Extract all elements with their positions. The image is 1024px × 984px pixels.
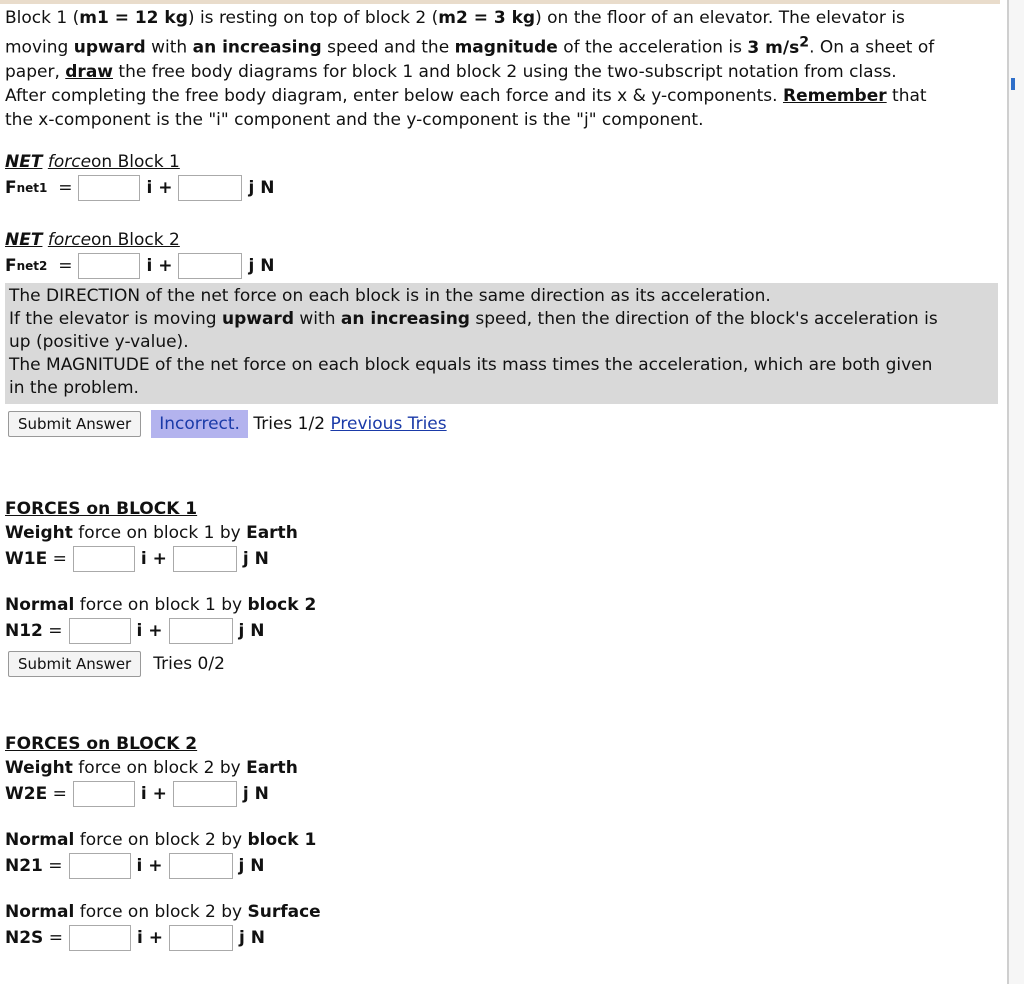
net-force-block1 (5, 150, 274, 202)
mass-block1: m1 = 12 kg (79, 8, 188, 28)
previous-tries-link[interactable]: Previous Tries (330, 414, 447, 434)
block1-heading (5, 497, 316, 521)
desc-text: force on block 2 by (74, 902, 248, 922)
tries-counter: Tries 1/2 (247, 414, 331, 434)
n2s-x-input[interactable] (69, 925, 131, 951)
desc-bold: Normal (5, 830, 75, 850)
desc-bold: Earth (246, 758, 298, 778)
hint-box (5, 283, 998, 404)
desc-bold: block 1 (247, 830, 317, 850)
acceleration-exponent: 2 (799, 34, 810, 50)
desc-text: force on block 1 by (72, 523, 247, 543)
net2-heading (5, 228, 274, 252)
w2e-y-input[interactable] (173, 781, 237, 807)
j-newton-label: j N (242, 784, 269, 804)
acceleration-unit: 3 m/s (747, 37, 800, 58)
i-plus-label: i + (146, 178, 173, 198)
scroll-indicator (1011, 78, 1015, 90)
emph-magnitude: magnitude (454, 37, 558, 58)
hint-line: The MAGNITUDE of the net force on each block equals its mass times the acceleration, which are both given (9, 355, 933, 375)
n12-x-input[interactable] (69, 618, 131, 644)
w2e-description (5, 756, 321, 780)
net1-heading-rest: on Block 1 (91, 152, 180, 172)
submit-answer-button[interactable]: Submit Answer (8, 411, 141, 437)
net1-y-input[interactable] (178, 175, 242, 201)
problem-text: the free body diagrams for block 1 and block 2 using the two-subscript notation from class. (113, 61, 897, 82)
hint-line: The DIRECTION of the net force on each block is in the same direction as its acceleration. (9, 286, 771, 306)
j-newton-label: j N (248, 178, 275, 198)
top-border (0, 0, 1000, 4)
desc-bold: Earth (246, 523, 298, 543)
hint-line: up (positive y-value). (9, 332, 189, 352)
net2-heading-net: NET (5, 230, 43, 250)
n21-x-input[interactable] (69, 853, 131, 879)
forces-block2 (5, 732, 321, 952)
problem-text: Block 1 ( (5, 8, 80, 28)
net1-label-sub: net1 (16, 181, 48, 195)
acceleration-value (747, 34, 810, 58)
problem-text: that (886, 85, 927, 106)
problem-statement (5, 6, 1000, 132)
problem-text: ) is resting on top of block 2 ( (187, 8, 439, 28)
net1-heading-net: NET (5, 152, 43, 172)
hint-text: If the elevator is moving (9, 309, 222, 329)
w2e-label: W2E (5, 784, 48, 804)
desc-text: force on block 2 by (74, 830, 248, 850)
result-incorrect-badge: Incorrect. (151, 410, 248, 438)
mass-block2: m2 = 3 kg (438, 8, 536, 28)
n2s-y-input[interactable] (169, 925, 233, 951)
j-newton-label: j N (242, 549, 269, 569)
j-newton-label: j N (238, 856, 265, 876)
desc-bold: Normal (5, 902, 75, 922)
j-newton-label: j N (248, 256, 275, 276)
equals-sign: = (48, 928, 63, 948)
hint-line (9, 308, 994, 331)
j-newton-label: j N (238, 621, 265, 641)
i-plus-label: i + (136, 928, 163, 948)
w1e-row (5, 545, 316, 573)
problem-text: speed and the (321, 37, 455, 58)
w1e-description (5, 521, 316, 545)
i-plus-label: i + (136, 621, 163, 641)
equals-sign: = (58, 256, 73, 276)
w2e-row (5, 780, 321, 808)
w1e-label: W1E (5, 549, 48, 569)
net-force-block2 (5, 228, 274, 280)
forces-block1 (5, 497, 316, 681)
net1-heading (5, 150, 274, 174)
n2s-row (5, 924, 321, 952)
emph-remember: Remember (782, 85, 887, 106)
j-newton-label: j N (238, 928, 265, 948)
hint-text: speed, then the direction of the block's acceleration is (469, 309, 938, 329)
emph-draw: draw (65, 61, 113, 82)
equals-sign: = (52, 784, 67, 804)
desc-bold: block 2 (247, 595, 317, 615)
hint-line: in the problem. (9, 378, 139, 398)
net1-label: F (5, 178, 17, 198)
n12-label: N12 (5, 621, 43, 641)
i-plus-label: i + (146, 256, 173, 276)
problem-text: . On a sheet of (809, 37, 935, 58)
tries-counter: Tries 0/2 (153, 654, 225, 674)
net1-heading-force: force (47, 152, 92, 172)
problem-text: the x-component is the "i" component and the y-component is the "j" component. (5, 109, 704, 130)
w1e-y-input[interactable] (173, 546, 237, 572)
n12-description (5, 593, 316, 617)
n21-y-input[interactable] (169, 853, 233, 879)
net2-x-input[interactable] (78, 253, 140, 279)
problem-text: moving (5, 37, 74, 58)
submit-row-block1 (5, 647, 316, 681)
net2-heading-rest: on Block 2 (91, 230, 180, 250)
w2e-x-input[interactable] (73, 781, 135, 807)
n12-y-input[interactable] (169, 618, 233, 644)
desc-text: force on block 1 by (74, 595, 248, 615)
desc-bold: Weight (5, 523, 73, 543)
net1-row (5, 174, 274, 202)
n21-description (5, 828, 321, 852)
n21-row (5, 852, 321, 880)
n2s-label: N2S (5, 928, 44, 948)
net2-label-sub: net2 (16, 259, 48, 273)
equals-sign: = (48, 621, 63, 641)
net1-x-input[interactable] (78, 175, 140, 201)
hint-emph-increasing: an increasing (340, 309, 470, 329)
equals-sign: = (52, 549, 67, 569)
i-plus-label: i + (140, 549, 167, 569)
net2-label: F (5, 256, 17, 276)
n12-row (5, 617, 316, 645)
hint-emph-upward: upward (221, 309, 294, 329)
problem-text: ) on the floor of an elevator. The elevator is (535, 8, 905, 28)
i-plus-label: i + (136, 856, 163, 876)
desc-bold: Normal (5, 595, 75, 615)
w1e-x-input[interactable] (73, 546, 135, 572)
desc-bold: Weight (5, 758, 73, 778)
scroll-gutter (1009, 0, 1024, 984)
desc-text: force on block 2 by (72, 758, 247, 778)
emph-upward: upward (73, 37, 146, 58)
equals-sign: = (48, 856, 63, 876)
problem-text: After completing the free body diagram, enter below each force and its x & y-components. (5, 85, 783, 106)
net2-heading-force: force (47, 230, 92, 250)
block1-heading-text: FORCES on BLOCK 1 (5, 499, 198, 519)
net2-y-input[interactable] (178, 253, 242, 279)
block2-heading-text: FORCES on BLOCK 2 (5, 734, 198, 754)
hint-text: with (294, 309, 341, 329)
i-plus-label: i + (140, 784, 167, 804)
problem-text: of the acceleration is (557, 37, 748, 58)
n21-label: N21 (5, 856, 43, 876)
net2-row (5, 252, 274, 280)
desc-bold: Surface (247, 902, 321, 922)
problem-text: with (145, 37, 193, 58)
problem-text: paper, (5, 61, 66, 82)
block2-heading (5, 732, 321, 756)
equals-sign: = (58, 178, 73, 198)
emph-increasing: an increasing (192, 37, 322, 58)
submit-row-net (8, 410, 447, 438)
n2s-description (5, 900, 321, 924)
submit-answer-button[interactable]: Submit Answer (8, 651, 141, 677)
